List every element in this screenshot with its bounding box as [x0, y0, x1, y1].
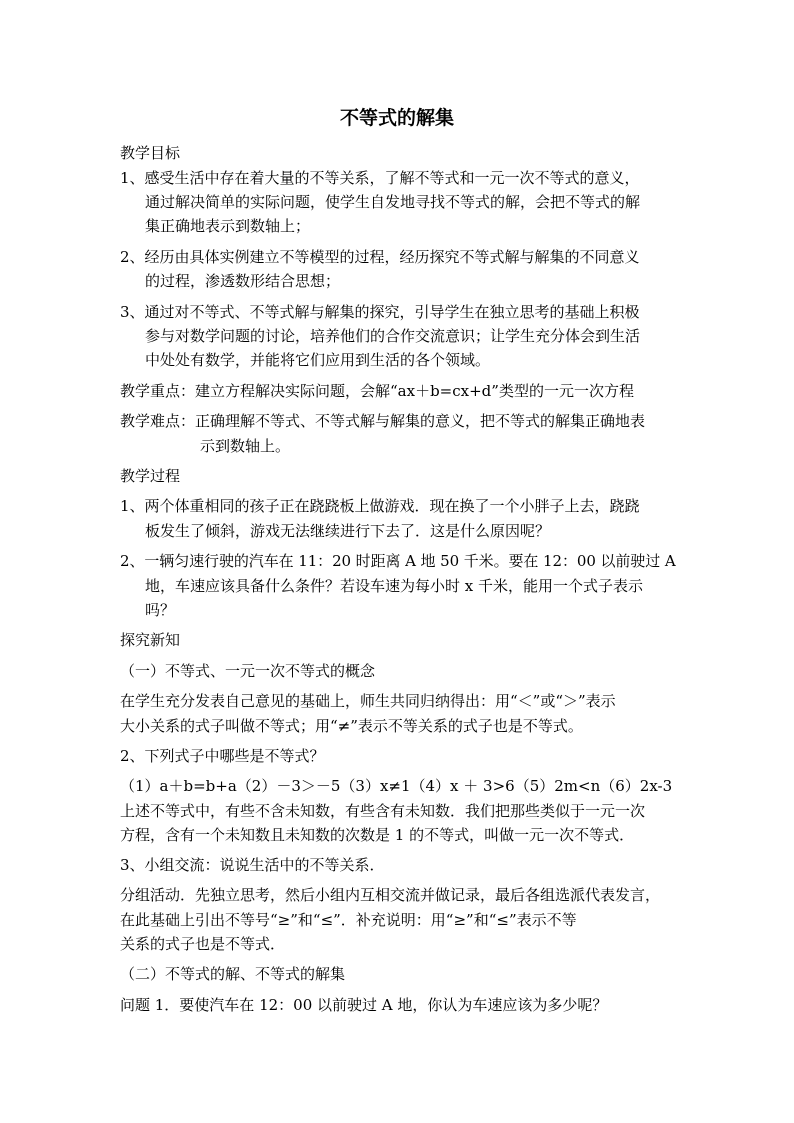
body-line-12: 示到数轴上。: [200, 437, 291, 455]
body-line-26: 方程，含有一个未知数且未知数的次数是 1 的不等式，叫做一元一次不等式．: [120, 826, 635, 844]
body-line-32: 问题 1．要使汽车在 12：00 以前驶过 A 地，你认为车速应该为多少呢？: [120, 996, 608, 1014]
body-line-27: 3、小组交流：说说生活中的不等关系．: [120, 856, 385, 874]
body-line-16: 2、一辆匀速行驶的汽车在 11：20 时距离 A 地 50 千米。要在 12：00 以前驶过 A: [120, 552, 676, 570]
body-line-13: 教学过程: [120, 467, 181, 485]
body-line-18: 吗？: [145, 601, 176, 619]
body-line-30: 关系的式子也是不等式．: [120, 935, 286, 953]
body-line-25: 上述不等式中，有些不含未知数，有些含有未知数．我们把那些类似于一元一次: [120, 802, 646, 820]
body-line-11: 教学难点：正确理解不等式、不等式解与解集的意义，把不等式的解集正确地表: [120, 412, 646, 430]
body-line-15: 板发生了倾斜，游戏无法继续进行下去了．这是什么原因呢？: [145, 522, 551, 540]
body-line-14: 1、两个体重相同的孩子正在跷跷板上做游戏．现在换了一个小胖子上去，跷跷: [120, 497, 640, 515]
body-line-1: 教学目标: [120, 144, 181, 162]
document-title: 不等式的解集: [339, 107, 454, 129]
body-line-24: （1）a＋b=b+a（2）－3＞－5（3）x≠1（4）x ＋ 3>6（5）2m<n（6）2x-3: [120, 777, 673, 795]
body-line-29: 在此基础上引出不等号“≥”和“≤”．补充说明：用“≥”和“≤”表示不等: [120, 911, 577, 929]
body-line-2: 1、感受生活中存在着大量的不等关系，了解不等式和一元一次不等式的意义，: [120, 169, 640, 187]
body-line-7: 3、通过对不等式、不等式解与解集的探究，引导学生在独立思考的基础上积极: [120, 303, 640, 321]
body-line-21: 在学生充分发表自己意见的基础上，师生共同归纳得出：用“＜”或“＞”表示: [120, 692, 616, 710]
body-line-22: 大小关系的式子叫做不等式；用“≠”表示不等关系的式子也是不等式。: [120, 717, 583, 735]
body-line-10: 教学重点：建立方程解决实际问题，会解“ax＋b=cx+d”类型的一元一次方程: [120, 382, 634, 400]
body-line-28: 分组活动．先独立思考，然后小组内互相交流并做记录，最后各组选派代表发言，: [120, 886, 661, 904]
body-line-31: （二）不等式的解、不等式的解集: [120, 965, 346, 983]
body-line-8: 参与对数学问题的讨论，培养他们的合作交流意识；让学生充分体会到生活: [145, 327, 641, 345]
body-line-9: 中处处有数学，并能将它们应用到生活的各个领域。: [145, 351, 491, 369]
body-line-23: 2、下列式子中哪些是不等式？: [120, 747, 325, 765]
body-line-20: （一）不等式、一元一次不等式的概念: [120, 662, 376, 680]
body-line-5: 2、经历由具体实例建立不等模型的过程，经历探究不等式解与解集的不同意义: [120, 248, 640, 266]
body-line-3: 通过解决简单的实际问题，使学生自发地寻找不等式的解，会把不等式的解: [145, 193, 641, 211]
body-line-6: 的过程，渗透数形结合思想；: [145, 272, 341, 290]
body-line-4: 集正确地表示到数轴上；: [145, 217, 311, 235]
body-line-17: 地，车速应该具备什么条件？若设车速为每小时 x 千米，能用一个式子表示: [145, 577, 643, 595]
body-line-19: 探究新知: [120, 631, 181, 649]
